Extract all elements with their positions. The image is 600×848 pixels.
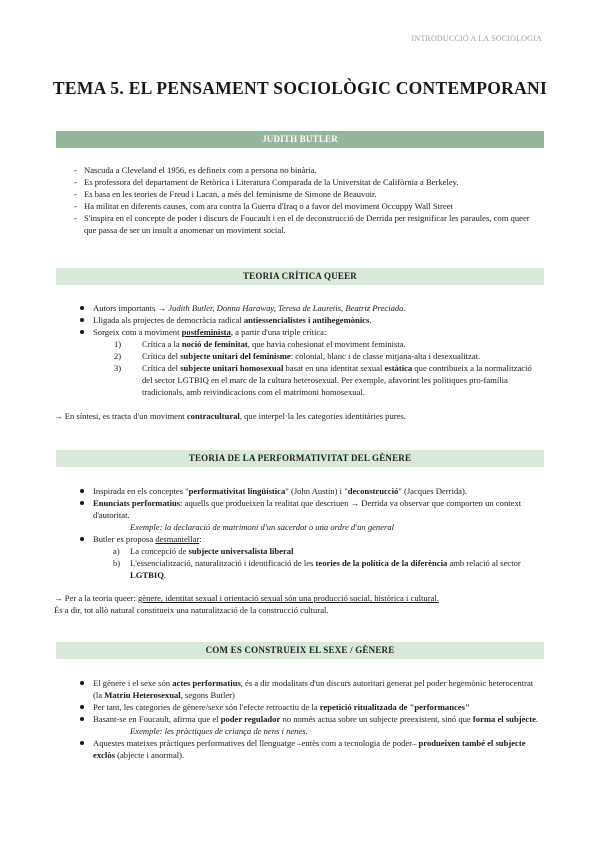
list-item: - Ha militat en diferents causes, com ara contra la Guerra d'Iraq o a favor del moviment Occuppy Wall Street [56, 200, 544, 212]
list-item: Enunciats performatius: aquells que produeixen la realitat que descriuen → Derrida va observar que comporten un context d'autoritat. [56, 497, 544, 521]
list-item: Per tant, les categories de gènere/sexe són l'efecte retroactiu de la repetició ritualitzada de "performances" [56, 701, 544, 713]
list-item: - S'inspira en el concepte de poder i discurs de Foucault i en el de deconstrucció de Derrida per resignificar les paraules, com queer que passa de ser un insult a anomenar un moviment social. [56, 212, 544, 236]
section-performativity [56, 485, 544, 616]
page-header: INTRODUCCIÓ A LA SOCIOLOGIA [411, 34, 542, 43]
list-item: b) L'essencialització, naturalització i identificació de les teories de la política de la diferència amb relació al sector LGTBIQ. [113, 558, 521, 580]
list-item: Butler es proposa desmantellar: [56, 533, 544, 545]
list-item: Basant-se en Foucault, afirma que el poder regulador no només actua sobre un subjecte preexistent, sinó que forma el subjecte. [56, 713, 544, 725]
summary-note: → En síntesi, es tracta d'un moviment contracultural, que interpel·la les categories identitàries pures. [54, 411, 406, 421]
queer-theory-note: → Per a la teoria queer: gènere, identitat sexual i orientació sexual són una producció social, històrica i cultural. [54, 593, 439, 603]
example-note: Exemple: les pràctiques de criança de nens i nenes. [130, 726, 308, 736]
section-queer-theory [56, 302, 544, 422]
list-item: - Nascuda a Cleveland el 1956, es defineix com a persona no binària. [56, 164, 544, 176]
section-judith-butler [56, 164, 544, 236]
section-heading-judith-butler: JUDITH BUTLER [56, 131, 544, 148]
list-item: Autors importants → Judith Butler, Donna Haraway, Teresa de Lauretis, Beatriz Preciado. [56, 302, 544, 314]
list-item: 2) Crítica del subjecte unitari del feminisme: colonial, blanc i de classe mitjana-alta i desexualitzat. [114, 351, 481, 361]
list-item: Lligada als projectes de democràcia radical antiessencialistes i antihegemònics. [56, 314, 544, 326]
example-note: Exemple: la declaració de matrimoni d'un sacerdot o una ordre d'un general [130, 522, 395, 532]
list-item: El gènere i el sexe són actes performatius, és a dir modalitats d'un discurs autoritari generat pel poder hegemònic heterocentrat (la Matriu Heterosexual, segons Butler) [56, 677, 544, 701]
list-item: Sorgeix com a moviment postfeminista, a partir d'una triple crítica: [56, 326, 544, 338]
list-item: - Es basa en les teories de Freud i Lacan, a més del feminisme de Simone de Beauvoir. [56, 188, 544, 200]
section-heading-queer-theory: TEORIA CRÍTICA QUEER [56, 268, 544, 285]
list-item: a) La concepció de subjecte universalista liberal [113, 546, 294, 556]
section-heading-sex-gender-construction: COM ES CONSTRUEIX EL SEXE / GÈNERE [56, 642, 544, 659]
list-item: Aquestes mateixes pràctiques performatives del llenguatge –entès com a tecnologia de poder– produeixen també el subjecte exclòs (abjecte i anormal). [56, 737, 544, 761]
naturalization-note: És a dir, tot allò natural constitueix una naturalització de la construcció cultural. [54, 605, 329, 615]
list-item: Inspirada en els conceptes "performativitat lingüística" (John Austin) i "deconstrucció" (Jacques Derrida). [56, 485, 544, 497]
list-item: 3) Crítica del subjecte unitari homosexual basat en una identitat sexual estàtica que contribueix a la normalització del sector LGTBIQ en el marc de la cultura heterosexual. Per exemple, afavorint les polítiques pro-família tradicionals, amb reivindicacions com el matrimoni homosexual. [114, 363, 532, 397]
list-item: 1) Crítica a la noció de feminitat, que havia cohesionat el moviment feminista. [114, 339, 406, 349]
section-heading-performativity: TEORIA DE LA PERFORMATIVITAT DEL GÈNERE [56, 450, 544, 467]
section-sex-gender-construction [56, 677, 544, 761]
page-title: TEMA 5. EL PENSAMENT SOCIOLÒGIC CONTEMPORANI [52, 78, 548, 98]
list-item: - Es professora del departament de Retòrica i Literatura Comparada de la Universitat de Califòrnia a Berkeley. [56, 176, 544, 188]
